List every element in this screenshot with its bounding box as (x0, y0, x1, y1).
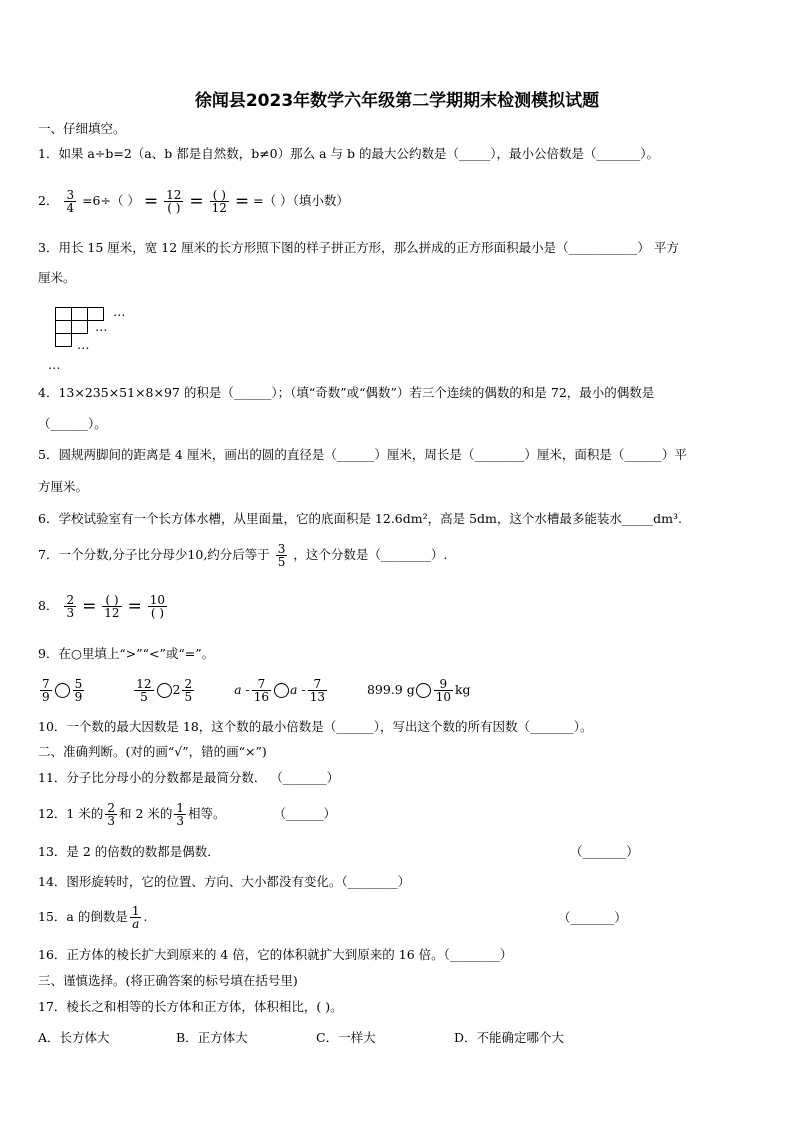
q9-item-a: $\frac{7}{9}$ $\frac{5}{9}$ (42, 677, 83, 704)
question-5-line-1: 5．圆规两脚间的距离是 4 厘米，画出的圆的直径是（______）厘米，周长是（________）厘米，面积是（______）平 (38, 447, 687, 462)
q15-fraction: $\frac{1}{a}$ (131, 904, 140, 931)
q12-answer-paren[interactable]: （______） (273, 806, 337, 821)
q2-equals-1: = (143, 191, 159, 212)
compare-circle[interactable] (274, 683, 289, 698)
q2-fraction-1: $\frac{3}{4}$ (66, 188, 75, 215)
compare-circle[interactable] (416, 683, 431, 698)
q2-text-1: =6÷（ ） (82, 193, 140, 208)
q7-text-2: ，这个分数是（________）. (293, 547, 448, 562)
option-a[interactable]: A．长方体大 (38, 1030, 110, 1045)
question-9: 9．在○里填上“>”“<”或“=”。 (38, 646, 215, 661)
q8-fraction-2: $\frac{( )}{12}$ (104, 593, 120, 620)
compare-circle[interactable] (55, 683, 70, 698)
q2-text-2: =（ ）（填小数） (253, 193, 349, 208)
q8-equals-1: = (82, 596, 97, 617)
question-3-line-2: 厘米。 (38, 270, 76, 285)
question-4-line-1: 4．13×235×51×8×97 的积是（______）；（填“奇数”或“偶数”）若三个连续的偶数的和是 72，最小的偶数是 (38, 385, 655, 400)
q9-item-d: 899.9 g $\frac{9}{10}$ kg (366, 677, 471, 704)
question-13: 13．是 2 的倍数的数都是偶数． (38, 844, 220, 859)
question-5-line-2: 方厘米。 (38, 479, 89, 494)
compare-circle[interactable] (157, 683, 172, 698)
q7-text-1: 7．一个分数,分子比分母少10,约分后等于 (38, 547, 270, 562)
q2-equals-3: = (234, 191, 250, 212)
question-1: 1．如果 a÷b=2（a、b 都是自然数，b≠0）那么 a 与 b 的最大公约数是（_____），最小公倍数是（_______）。 (38, 146, 659, 161)
tile (55, 320, 72, 334)
question-14: 14．图形旋转时，它的位置、方向、大小都没有变化。（________） (38, 874, 411, 889)
q2-fraction-2: $\frac{12}{( )}$ (166, 188, 182, 215)
question-17: 17．棱长之和相等的长方体和正方体，体积相比，( )。 (38, 999, 343, 1014)
question-16: 16．正方体的棱长扩大到原来的 4 倍，它的体积就扩大到原来的 16 倍。（________） (38, 947, 513, 962)
q9-item-c: a - $\frac{7}{16}$ a - $\frac{7}{13}$ (234, 677, 325, 704)
dots-row-3: … (77, 337, 90, 352)
question-6: 6．学校试验室有一个长方体水槽，从里面量，它的底面积是 12.6dm²，高是 5dm，这个水槽最多能装水_____dm³. (38, 511, 682, 526)
q7-fraction: $\frac{3}{5}$ (277, 542, 286, 569)
q15-answer-paren[interactable]: （_______） (558, 910, 627, 925)
tile (71, 320, 88, 334)
q12-fraction-2: $\frac{1}{3}$ (176, 801, 185, 828)
question-3-line-1: 3．用长 15 厘米，宽 12 厘米的长方形照下图的样子拼正方形，那么拼成的正方形面积最小是（___________） 平方 (38, 240, 679, 255)
question-15: 15．a 的倒数是 $\frac{1}{a}$ . (38, 904, 148, 931)
q8-number: 8． (38, 598, 59, 613)
question-2 (38, 183, 349, 220)
q13-answer-paren[interactable]: （_______） (570, 844, 639, 859)
question-12: 12．1 米的 $\frac{2}{3}$ 和 2 米的 $\frac{1}{3}$ 相等。 （______） (38, 801, 337, 828)
q2-equals-2: = (189, 191, 204, 212)
tile (55, 333, 72, 347)
q8-equals-2: = (127, 596, 142, 617)
q9-item-b: $\frac{12}{5}$ 2 $\frac{2}{5}$ (136, 677, 193, 704)
q2-fraction-3: $\frac{( )}{12}$ (211, 188, 227, 215)
question-8 (38, 588, 169, 625)
option-d[interactable]: D．不能确定哪个大 (454, 1030, 565, 1045)
question-10: 10．一个数的最大因数是 18，这个数的最小倍数是（______），写出这个数的所有因数（_______）。 (38, 719, 593, 734)
section-heading-fill: 一、仔细填空。 (38, 121, 126, 136)
option-b[interactable]: B．正方体大 (176, 1030, 248, 1045)
option-c[interactable]: C．一样大 (316, 1030, 376, 1045)
tile (55, 307, 72, 321)
section-heading-choice: 三、谨慎选择。(将正确答案的标号填在括号里) (38, 973, 298, 988)
question-9-items (38, 673, 471, 707)
question-4-line-2: （______）。 (38, 416, 107, 431)
dots-row-1: … (113, 304, 126, 319)
page-title: 徐闻县2023年数学六年级第二学期期末检测模拟试题 (194, 91, 600, 111)
q12-fraction-1: $\frac{2}{3}$ (107, 801, 115, 828)
question-11: 11．分子比分母小的分数都是最简分数． （_______） (38, 770, 340, 785)
tile (71, 307, 88, 321)
q8-fraction-1: $\frac{2}{3}$ (66, 593, 75, 620)
dots-row-2: … (95, 319, 108, 334)
dots-row-4: … (48, 357, 61, 372)
q8-fraction-3: $\frac{10}{( )}$ (149, 593, 166, 620)
q2-number: 2． (38, 193, 59, 208)
question-7 (38, 537, 447, 573)
section-heading-judge: 二、准确判断。(对的画“√”，错的画“×”) (38, 744, 267, 759)
